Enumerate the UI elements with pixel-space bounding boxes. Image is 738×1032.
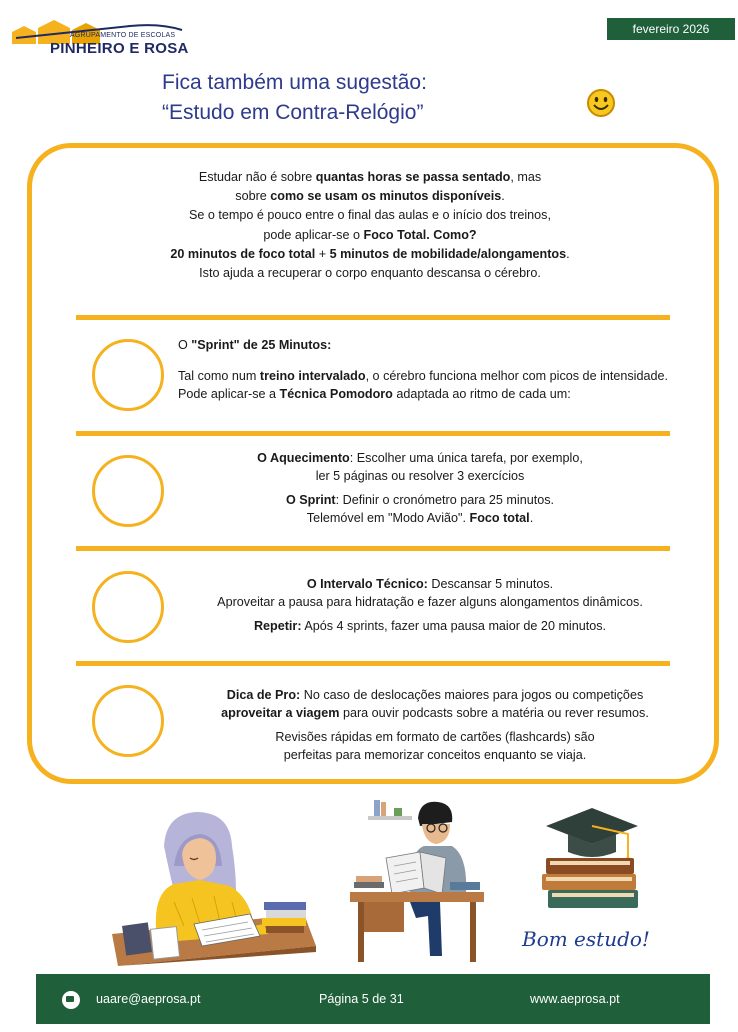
section-circle <box>92 571 164 643</box>
pro-tip-text: Dica de Pro: No caso de deslocações maiores para jogos ou competições aproveitar a viagem para ouvir podcasts sobre a matéria ou rever resumos. Revisões rápidas em formato de cartões (flashcards) são perfeitas para memorizar conceitos enquanto se viaja. <box>221 688 649 762</box>
girl-studying-illustration <box>104 806 320 966</box>
boy-reading-illustration <box>350 796 490 968</box>
logo-subtitle: AGRUPAMENTO DE ESCOLAS <box>70 32 176 39</box>
footer-website[interactable]: www.aeprosa.pt <box>530 992 620 1006</box>
sprint-heading: O "Sprint" de 25 Minutos: <box>178 338 332 352</box>
page-number: Página 5 de 31 <box>319 992 404 1006</box>
section-circle <box>92 339 164 411</box>
footer-email[interactable]: uaare@aeprosa.pt <box>96 992 201 1006</box>
logo-title: PINHEIRO E ROSA <box>50 40 189 57</box>
page-title <box>162 68 427 128</box>
section-circle <box>92 455 164 527</box>
section-divider <box>76 315 670 320</box>
school-logo <box>10 14 189 58</box>
title-line-1: Fica também uma sugestão: <box>162 71 427 94</box>
section-divider <box>76 546 670 551</box>
warmup-sprint-text: O Aquecimento: Escolher uma única tarefa, por exemplo, ler 5 páginas ou resolver 3 exercícios O Sprint: Definir o cronómetro para 25 minutos. Telemóvel em "Modo Avião". Foco total. <box>257 451 583 525</box>
footer <box>36 974 710 1024</box>
interval-repeat-text: O Intervalo Técnico: Descansar 5 minutos. Aproveitar a pausa para hidratação e fazer alguns alongamentos dinâmicos. Repetir: Após 4 sprints, fazer uma pausa maior de 20 minutos. <box>217 577 643 633</box>
title-line-2: “Estudo em Contra-Relógio” <box>162 101 424 124</box>
sprint-description: Tal como num treino intervalado, o cérebro funciona melhor com picos de intensidade. Pode aplicar-se a Técnica Pomodoro adaptada ao ritmo de cada um: <box>178 369 668 401</box>
intro-text: Estudar não é sobre quantas horas se passa sentado, mas sobre como se usam os minutos disponíveis. Se o tempo é pouco entre o final das aulas e o início dos treinos, pode aplicar-se o Foco Total. Como? 20 minutos de foco total + 5 minutos de mobilidade/alongamentos. Isto ajuda a recuperar o corpo enquanto descansa o cérebro. <box>170 170 570 281</box>
books-graduation-cap-icon <box>540 800 644 912</box>
smiley-icon <box>586 88 616 118</box>
section-divider <box>76 431 670 436</box>
closing-text: Bom estudo! <box>522 927 650 951</box>
section-circle <box>92 685 164 757</box>
section-divider <box>76 661 670 666</box>
email-icon <box>62 991 80 1009</box>
date-badge: fevereiro 2026 <box>607 18 735 40</box>
